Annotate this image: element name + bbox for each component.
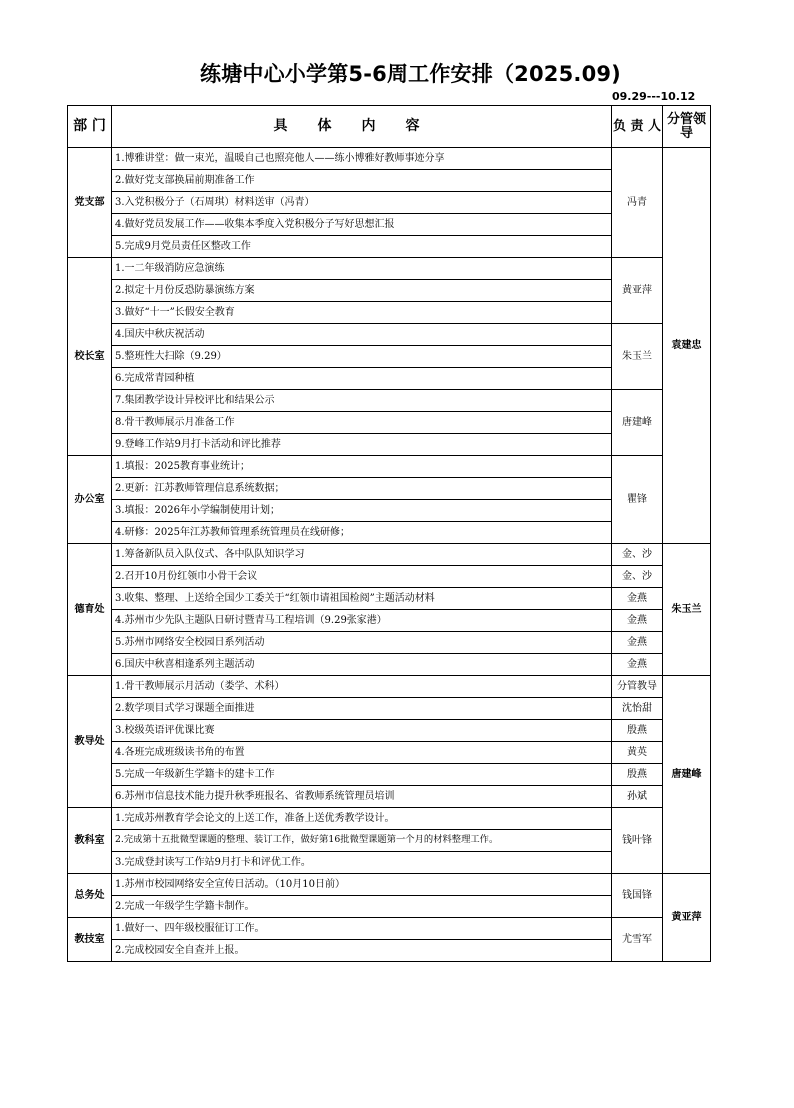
page-title: 练塘中心小学第5-6周工作安排（2025.09)	[200, 62, 621, 86]
table-row	[68, 808, 711, 830]
owner-cell: 金、沙	[612, 566, 663, 588]
task-cell: 3.做好“十一”长假安全教育	[112, 302, 612, 324]
owner-cell: 孙斌	[612, 786, 663, 808]
task-cell: 2.召开10月份红领巾小骨干会议	[112, 566, 612, 588]
owner-cell: 殷燕	[612, 764, 663, 786]
task-cell: 6.国庆中秋喜相逢系列主题活动	[112, 654, 612, 676]
leader-cell: 唐建峰	[663, 676, 711, 874]
task-cell: 1.骨干教师展示月活动（娄学、术科）	[112, 676, 612, 698]
dept-cell: 总务处	[68, 874, 112, 918]
task-cell: 9.登峰工作站9月打卡活动和评比推荐	[112, 434, 612, 456]
dept-cell: 教科室	[68, 808, 112, 874]
task-cell: 5.整班性大扫除（9.29）	[112, 346, 612, 368]
table-row	[68, 698, 711, 720]
task-cell: 2.更新：江苏教师管理信息系统数据；	[112, 478, 612, 500]
task-cell: 5.完成9月党员责任区整改工作	[112, 236, 612, 258]
task-cell: 6.苏州市信息技术能力提升秋季班报名、省教师系统管理员培训	[112, 786, 612, 808]
owner-cell: 朱玉兰	[612, 324, 663, 390]
table-row	[68, 544, 711, 566]
table-row	[68, 742, 711, 764]
header-dept: 部 门	[68, 106, 112, 148]
table-row	[68, 654, 711, 676]
task-cell: 4.做好党员发展工作——收集本季度入党积极分子写好思想汇报	[112, 214, 612, 236]
owner-cell: 黄亚萍	[612, 258, 663, 324]
table-row	[68, 456, 711, 478]
owner-cell: 分管教导	[612, 676, 663, 698]
task-cell: 2.完成第十五批微型课题的整理、装订工作，做好第16批微型课题第一个月的材料整理工作。	[112, 830, 612, 852]
owner-cell: 唐建峰	[612, 390, 663, 456]
task-cell: 3.收集、整理、上送给全国少工委关于“红领巾请祖国检阅”主题活动材料	[112, 588, 612, 610]
owner-cell: 黄英	[612, 742, 663, 764]
owner-cell: 钱国锋	[612, 874, 663, 918]
task-cell: 2.拟定十月份反恐防暴演练方案	[112, 280, 612, 302]
task-cell: 2.完成一年级学生学籍卡制作。	[112, 896, 612, 918]
table-row	[68, 764, 711, 786]
task-cell: 2.完成校园安全自查并上报。	[112, 940, 612, 962]
table-row	[68, 874, 711, 896]
table-row	[68, 918, 711, 940]
dept-cell: 党支部	[68, 148, 112, 258]
owner-cell: 殷燕	[612, 720, 663, 742]
table-row	[68, 786, 711, 808]
table-row	[68, 324, 711, 346]
task-cell: 4.苏州市少先队主题队日研讨暨青马工程培训（9.29张家港）	[112, 610, 612, 632]
dept-cell: 教导处	[68, 676, 112, 808]
owner-cell: 沈怡甜	[612, 698, 663, 720]
table-row	[68, 258, 711, 280]
task-cell: 3.校级英语评优课比赛	[112, 720, 612, 742]
task-cell: 5.完成一年级新生学籍卡的建卡工作	[112, 764, 612, 786]
task-cell: 1.博雅讲堂：做一束光，温暖自己也照亮他人——练小博雅好教师事迹分享	[112, 148, 612, 170]
leader-cell: 朱玉兰	[663, 544, 711, 676]
task-cell: 7.集团教学设计异校评比和结果公示	[112, 390, 612, 412]
task-cell: 4.各班完成班级读书角的布置	[112, 742, 612, 764]
owner-cell: 冯青	[612, 148, 663, 258]
task-cell: 1.做好一、四年级校服征订工作。	[112, 918, 612, 940]
owner-cell: 金燕	[612, 632, 663, 654]
task-cell: 4.国庆中秋庆祝活动	[112, 324, 612, 346]
dept-cell: 教技室	[68, 918, 112, 962]
table-row	[68, 148, 711, 170]
table-row	[68, 610, 711, 632]
task-cell: 1.筹备新队员入队仪式、各中队队知识学习	[112, 544, 612, 566]
table-row	[68, 566, 711, 588]
owner-cell: 金燕	[612, 654, 663, 676]
header-leader: 分管领导	[663, 106, 711, 148]
task-cell: 3.入党积极分子（石周琪）材料送审（冯青）	[112, 192, 612, 214]
task-cell: 3.完成登封读写工作站9月打卡和评优工作。	[112, 852, 612, 874]
task-cell: 8.骨干教师展示月准备工作	[112, 412, 612, 434]
task-cell: 2.做好党支部换届前期准备工作	[112, 170, 612, 192]
task-cell: 3.填报：2026年小学编制使用计划；	[112, 500, 612, 522]
task-cell: 2.数学项目式学习课题全面推进	[112, 698, 612, 720]
owner-cell: 金燕	[612, 610, 663, 632]
table-row	[68, 588, 711, 610]
owner-cell: 瞿锋	[612, 456, 663, 544]
owner-cell: 钱叶锋	[612, 808, 663, 874]
header-owner: 负 责 人	[612, 106, 663, 148]
leader-cell: 袁建忠	[663, 148, 711, 544]
dept-cell: 校长室	[68, 258, 112, 456]
dept-cell: 办公室	[68, 456, 112, 544]
header-row	[68, 106, 711, 148]
dept-cell: 德育处	[68, 544, 112, 676]
owner-cell: 金、沙	[612, 544, 663, 566]
table-row	[68, 720, 711, 742]
schedule-table	[67, 105, 711, 962]
header-content: 具体内容	[112, 106, 612, 148]
table-row	[68, 390, 711, 412]
table-row	[68, 632, 711, 654]
owner-cell: 金燕	[612, 588, 663, 610]
task-cell: 4.研修：2025年江苏教师管理系统管理员在线研修；	[112, 522, 612, 544]
task-cell: 1.完成苏州教育学会论文的上送工作，准备上送优秀教学设计。	[112, 808, 612, 830]
task-cell: 1.苏州市校园网络安全宣传日活动。（10月10日前）	[112, 874, 612, 896]
task-cell: 5.苏州市网络安全校园日系列活动	[112, 632, 612, 654]
task-cell: 6.完成常青园种植	[112, 368, 612, 390]
date-range: 09.29---10.12	[612, 90, 696, 103]
owner-cell: 尤雪军	[612, 918, 663, 962]
task-cell: 1.一二年级消防应急演练	[112, 258, 612, 280]
task-cell: 1.填报：2025教育事业统计；	[112, 456, 612, 478]
leader-cell: 黄亚萍	[663, 874, 711, 962]
table-row	[68, 676, 711, 698]
